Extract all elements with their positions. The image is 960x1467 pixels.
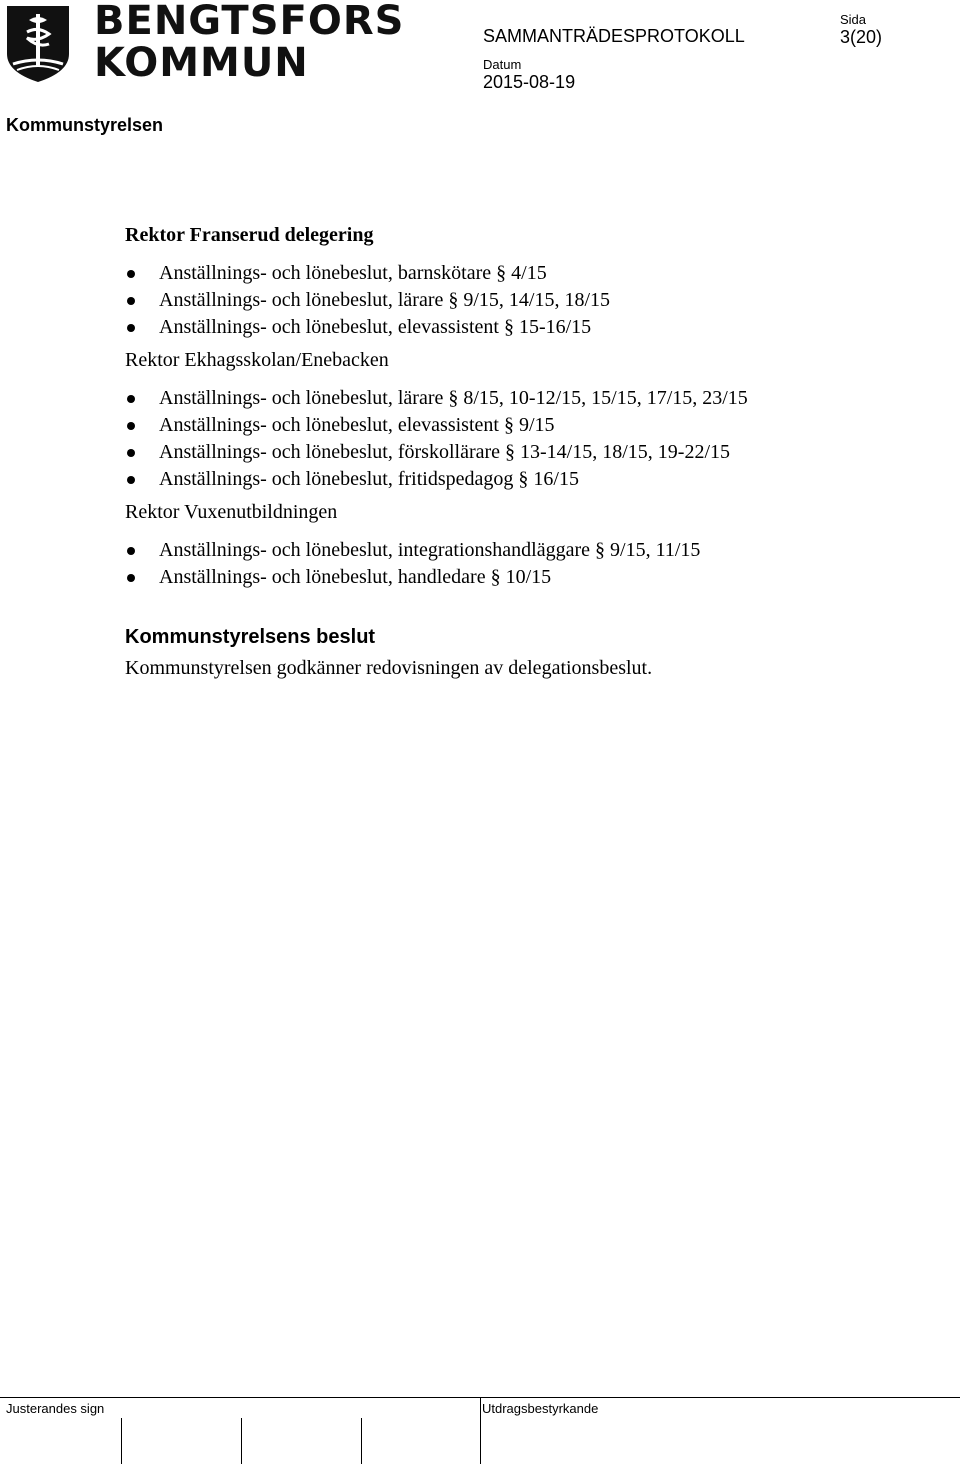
- sign-label: Justerandes sign: [6, 1401, 105, 1416]
- list-item-text: Anställnings- och lönebeslut, fritidspedagog § 16/15: [159, 468, 579, 490]
- bullet-icon: [127, 547, 135, 555]
- list-item-text: Anställnings- och lönebeslut, integrationshandläggare § 9/15, 11/15: [159, 539, 701, 561]
- list-item: [125, 466, 925, 493]
- section-heading: Rektor Franserud delegering: [125, 224, 374, 246]
- bullet-icon: [127, 297, 135, 305]
- document-type: SAMMANTRÄDESPROTOKOLL: [483, 26, 745, 46]
- certificate-label: Utdragsbestyrkande: [482, 1401, 599, 1416]
- decision-list: [125, 385, 925, 493]
- list-item-text: Anställnings- och lönebeslut, barnskötare § 4/15: [159, 262, 547, 284]
- date-label: Datum: [483, 57, 522, 72]
- bullet-icon: [127, 574, 135, 582]
- municipality-name-line2: KOMMUN: [94, 40, 309, 86]
- municipality-name-line1: BENGTSFORS: [94, 0, 405, 44]
- list-item-text: Anställnings- och lönebeslut, handledare § 10/15: [159, 566, 552, 588]
- list-item: [125, 564, 925, 591]
- list-item-text: Anställnings- och lönebeslut, lärare § 9/15, 14/15, 18/15: [159, 289, 611, 311]
- list-item: [125, 439, 925, 466]
- bullet-icon: [127, 449, 135, 457]
- section-franserud: [125, 223, 925, 341]
- decision-list: [125, 260, 925, 341]
- municipal-coat-of-arms-icon: [5, 4, 71, 84]
- list-item: [125, 314, 925, 341]
- organ-name: Kommunstyrelsen: [6, 115, 164, 135]
- list-item: [125, 412, 925, 439]
- signature-divider: [480, 1398, 481, 1464]
- decision-list: [125, 537, 925, 591]
- list-item-text: Anställnings- och lönebeslut, elevassistent § 15-16/15: [159, 316, 592, 338]
- list-item: [125, 537, 925, 564]
- page-label: Sida: [840, 12, 867, 27]
- date-value: 2015-08-19: [483, 72, 576, 92]
- decision-heading: Kommunstyrelsens beslut: [125, 626, 376, 648]
- bullet-icon: [127, 476, 135, 484]
- bullet-icon: [127, 395, 135, 403]
- list-item-text: Anställnings- och lönebeslut, lärare § 8/15, 10-12/15, 15/15, 17/15, 23/15: [159, 387, 748, 409]
- bullet-icon: [127, 324, 135, 332]
- list-item: [125, 287, 925, 314]
- section-heading: Rektor Vuxenutbildningen: [125, 501, 338, 523]
- municipality-name: [94, 0, 404, 84]
- signature-divider: [241, 1418, 242, 1464]
- page-number: 3(20): [840, 27, 883, 47]
- signature-divider: [121, 1418, 122, 1464]
- document-body: [125, 223, 925, 680]
- signature-footer: [0, 1397, 960, 1467]
- list-item: [125, 385, 925, 412]
- section-vuxenutbildningen: [125, 500, 925, 591]
- decision-text: Kommunstyrelsen godkänner redovisningen av delegationsbeslut.: [125, 657, 653, 679]
- list-item-text: Anställnings- och lönebeslut, förskollärare § 13-14/15, 18/15, 19-22/15: [159, 441, 731, 463]
- bullet-icon: [127, 270, 135, 278]
- list-item-text: Anställnings- och lönebeslut, elevassistent § 9/15: [159, 414, 555, 436]
- section-ekhagsskolan: [125, 348, 925, 493]
- list-item: [125, 260, 925, 287]
- section-heading: Rektor Ekhagsskolan/Enebacken: [125, 349, 389, 371]
- signature-divider: [361, 1418, 362, 1464]
- bullet-icon: [127, 422, 135, 430]
